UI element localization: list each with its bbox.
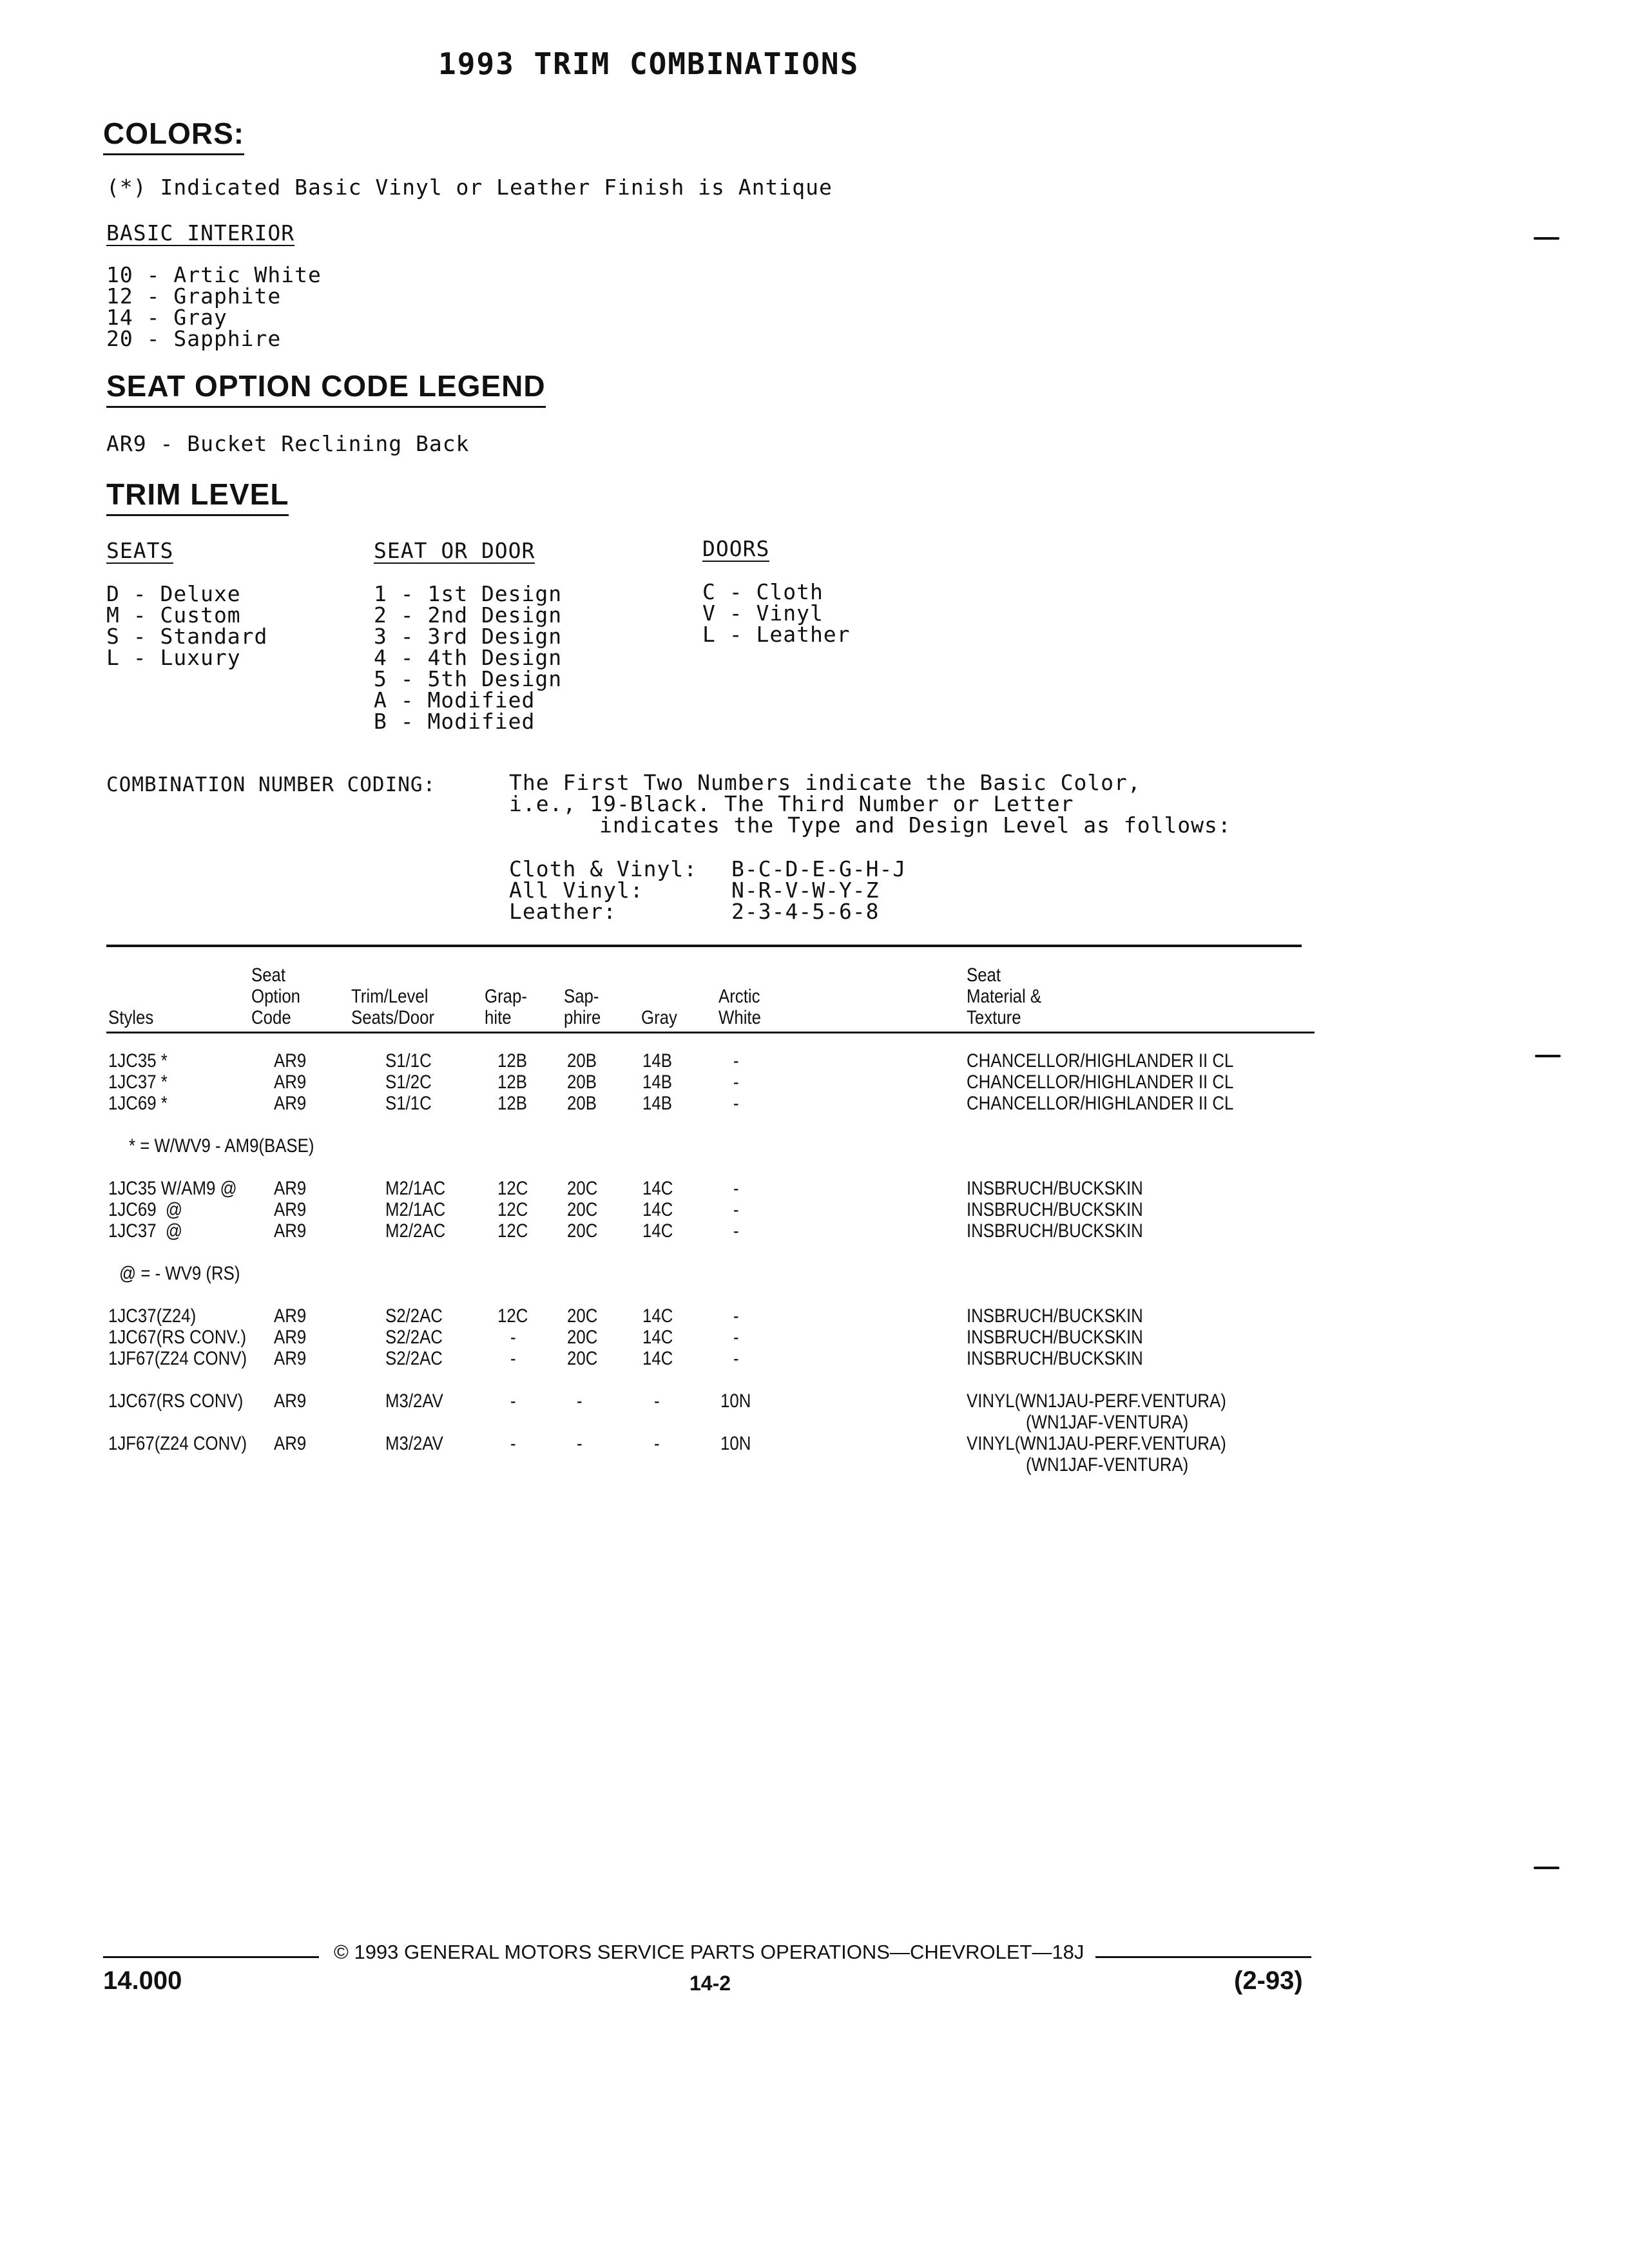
table-top-rule [106,945,1302,947]
cell-sapphire: 20C [567,1305,598,1327]
cell-graphite: - [510,1390,516,1412]
cell-sapphire: 20B [567,1050,597,1072]
footer-rule-left [103,1956,319,1958]
cell-material: VINYL(WN1JAU-PERF.VENTURA) [967,1433,1226,1454]
color-item: 20 - Sapphire [106,326,282,351]
cell-trim: M2/2AC [385,1220,446,1242]
cell-sapphire: 20B [567,1072,597,1093]
cell-trim: M2/1AC [385,1199,446,1220]
cell-gray: 14B [642,1072,672,1093]
coding-line: i.e., 19-Black. The Third Number or Letter [509,791,1074,816]
cell-trim: S1/2C [385,1072,432,1093]
cell-sapphire: 20C [567,1327,598,1348]
cell-material-sub: (WN1JAF-VENTURA) [1026,1454,1189,1475]
header-graphite: hite [485,1007,512,1028]
table-header-rule [106,1032,1315,1033]
group-note: * = W/WV9 - AM9(BASE) [129,1135,314,1157]
seat-door-item: 1 - 1st Design [374,581,563,606]
seats-item: S - Standard [106,624,268,649]
cell-graphite: 12B [497,1072,527,1093]
doors-label: DOORS [702,536,770,561]
cell-trim: S2/2AC [385,1348,443,1369]
header-seat-option: Seat [251,965,286,986]
cell-gray: 14C [642,1327,673,1348]
cell-material: INSBRUCH/BUCKSKIN [967,1199,1143,1220]
cell-code: AR9 [274,1327,307,1348]
cell-material: INSBRUCH/BUCKSKIN [967,1327,1143,1348]
header-arctic: White [718,1007,761,1028]
cell-style: 1JC37(Z24) [108,1305,197,1327]
trim-level-heading: TRIM LEVEL [106,477,289,516]
cell-code: AR9 [274,1178,307,1199]
cell-code: AR9 [274,1348,307,1369]
coding-label: COMBINATION NUMBER CODING: [106,773,436,796]
seat-door-item: 5 - 5th Design [374,666,563,691]
cell-gray: 14C [642,1305,673,1327]
header-trim-level: Trim/Level [351,986,429,1007]
cell-trim: S2/2AC [385,1305,443,1327]
cell-arctic: 10N [720,1433,751,1454]
cell-arctic: - [733,1072,739,1093]
cell-gray: 14C [642,1220,673,1242]
header-seat-option: Option [251,986,301,1007]
cell-gray: 14C [642,1348,673,1369]
cell-code: AR9 [274,1390,307,1412]
cell-arctic: - [733,1220,739,1242]
cell-arctic: - [733,1199,739,1220]
footer-page-number: 14-2 [689,1972,731,1995]
margin-mark [1534,237,1559,240]
vinyl-label: All Vinyl: [509,878,644,903]
cell-arctic: - [733,1327,739,1348]
cell-material: INSBRUCH/BUCKSKIN [967,1305,1143,1327]
cell-graphite: 12C [497,1220,528,1242]
cell-arctic: - [733,1093,739,1114]
cell-trim: S2/2AC [385,1327,443,1348]
cell-sapphire: 20C [567,1178,598,1199]
cell-style: 1JC37 @ [108,1220,183,1242]
cell-gray: 14B [642,1093,672,1114]
header-material: Texture [967,1007,1021,1028]
footer-date: (2-93) [1234,1966,1303,1995]
header-arctic: Arctic [718,986,760,1007]
footer-rule-right [1095,1956,1311,1958]
seat-door-item: A - Modified [374,687,535,713]
header-material: Material & [967,986,1042,1007]
cell-gray: - [654,1433,660,1454]
group-note: @ = - WV9 (RS) [119,1263,240,1284]
header-material: Seat [967,965,1001,986]
cloth-value: B-C-D-E-G-H-J [731,856,907,881]
header-styles: Styles [108,1007,154,1028]
doors-item: V - Vinyl [702,601,824,626]
seats-label: SEATS [106,538,174,563]
coding-line: indicates the Type and Design Level as follows: [599,812,1231,838]
cell-sapphire: 20C [567,1220,598,1242]
seat-option-heading: SEAT OPTION CODE LEGEND [106,369,546,408]
cell-sapphire: 20B [567,1093,597,1114]
cell-code: AR9 [274,1072,307,1093]
color-item: 10 - Artic White [106,262,322,287]
cell-style: 1JC35 * [108,1050,168,1072]
cell-graphite: 12C [497,1305,528,1327]
cell-sapphire: - [577,1390,583,1412]
cell-gray: 14B [642,1050,672,1072]
leather-value: 2-3-4-5-6-8 [731,899,880,924]
cell-trim: S1/1C [385,1050,432,1072]
cell-trim: M2/1AC [385,1178,446,1199]
cell-material: INSBRUCH/BUCKSKIN [967,1220,1143,1242]
cell-code: AR9 [274,1093,307,1114]
cloth-label: Cloth & Vinyl: [509,856,698,881]
seat-door-item: 4 - 4th Design [374,645,563,670]
cell-style: 1JC69 * [108,1093,168,1114]
cell-style: 1JF67(Z24 CONV) [108,1348,247,1369]
cell-trim: M3/2AV [385,1390,443,1412]
cell-style: 1JC37 * [108,1072,168,1093]
cell-material: INSBRUCH/BUCKSKIN [967,1348,1143,1369]
cell-arctic: - [733,1305,739,1327]
seat-door-item: 3 - 3rd Design [374,624,563,649]
cell-code: AR9 [274,1199,307,1220]
cell-style: 1JC67(RS CONV) [108,1390,244,1412]
colors-note: (*) Indicated Basic Vinyl or Leather Finish is Antique [106,175,833,200]
header-sapphire: phire [564,1007,601,1028]
basic-interior-label: BASIC INTERIOR [106,220,295,245]
cell-gray: 14C [642,1178,673,1199]
doors-item: L - Leather [702,622,851,647]
cell-gray: - [654,1390,660,1412]
leather-label: Leather: [509,899,617,924]
cell-style: 1JC69 @ [108,1199,183,1220]
cell-material: CHANCELLOR/HIGHLANDER II CL [967,1050,1234,1072]
cell-material: INSBRUCH/BUCKSKIN [967,1178,1143,1199]
cell-graphite: - [510,1348,516,1369]
cell-trim: S1/1C [385,1093,432,1114]
doors-item: C - Cloth [702,579,824,604]
cell-graphite: - [510,1327,516,1348]
color-item: 14 - Gray [106,305,227,330]
margin-mark [1535,1055,1561,1057]
cell-arctic: 10N [720,1390,751,1412]
cell-code: AR9 [274,1050,307,1072]
seat-option-item: AR9 - Bucket Reclining Back [106,431,470,456]
footer-section-number: 14.000 [103,1966,182,1995]
coding-line: The First Two Numbers indicate the Basic Color, [509,770,1141,795]
header-trim-level: Seats/Door [351,1007,435,1028]
seats-item: L - Luxury [106,645,241,670]
cell-graphite: 12C [497,1199,528,1220]
cell-graphite: - [510,1433,516,1454]
cell-graphite: 12B [497,1093,527,1114]
page-title: 1993 TRIM COMBINATIONS [438,46,860,81]
cell-gray: 14C [642,1199,673,1220]
seat-door-item: 2 - 2nd Design [374,602,563,628]
cell-graphite: 12C [497,1178,528,1199]
cell-material-sub: (WN1JAF-VENTURA) [1026,1412,1189,1433]
cell-sapphire: 20C [567,1348,598,1369]
seat-door-label: SEAT OR DOOR [374,538,535,563]
seats-item: D - Deluxe [106,581,241,606]
colors-heading: COLORS: [103,116,244,155]
margin-mark [1534,1867,1559,1869]
vinyl-value: N-R-V-W-Y-Z [731,878,880,903]
header-seat-option: Code [251,1007,291,1028]
header-gray: Gray [641,1007,677,1028]
seat-door-item: B - Modified [374,709,535,734]
cell-code: AR9 [274,1305,307,1327]
cell-material: VINYL(WN1JAU-PERF.VENTURA) [967,1390,1226,1412]
cell-code: AR9 [274,1433,307,1454]
footer-copyright: © 1993 GENERAL MOTORS SERVICE PARTS OPERATIONS—CHEVROLET—18J [334,1941,1084,1963]
cell-style: 1JC67(RS CONV.) [108,1327,247,1348]
cell-material: CHANCELLOR/HIGHLANDER II CL [967,1072,1234,1093]
cell-sapphire: 20C [567,1199,598,1220]
header-graphite: Grap- [485,986,527,1007]
header-sapphire: Sap- [564,986,599,1007]
seats-item: M - Custom [106,602,241,628]
cell-sapphire: - [577,1433,583,1454]
cell-arctic: - [733,1178,739,1199]
cell-style: 1JF67(Z24 CONV) [108,1433,247,1454]
cell-graphite: 12B [497,1050,527,1072]
cell-arctic: - [733,1348,739,1369]
cell-material: CHANCELLOR/HIGHLANDER II CL [967,1093,1234,1114]
color-item: 12 - Graphite [106,284,282,309]
cell-trim: M3/2AV [385,1433,443,1454]
cell-style: 1JC35 W/AM9 @ [108,1178,237,1199]
cell-code: AR9 [274,1220,307,1242]
cell-arctic: - [733,1050,739,1072]
